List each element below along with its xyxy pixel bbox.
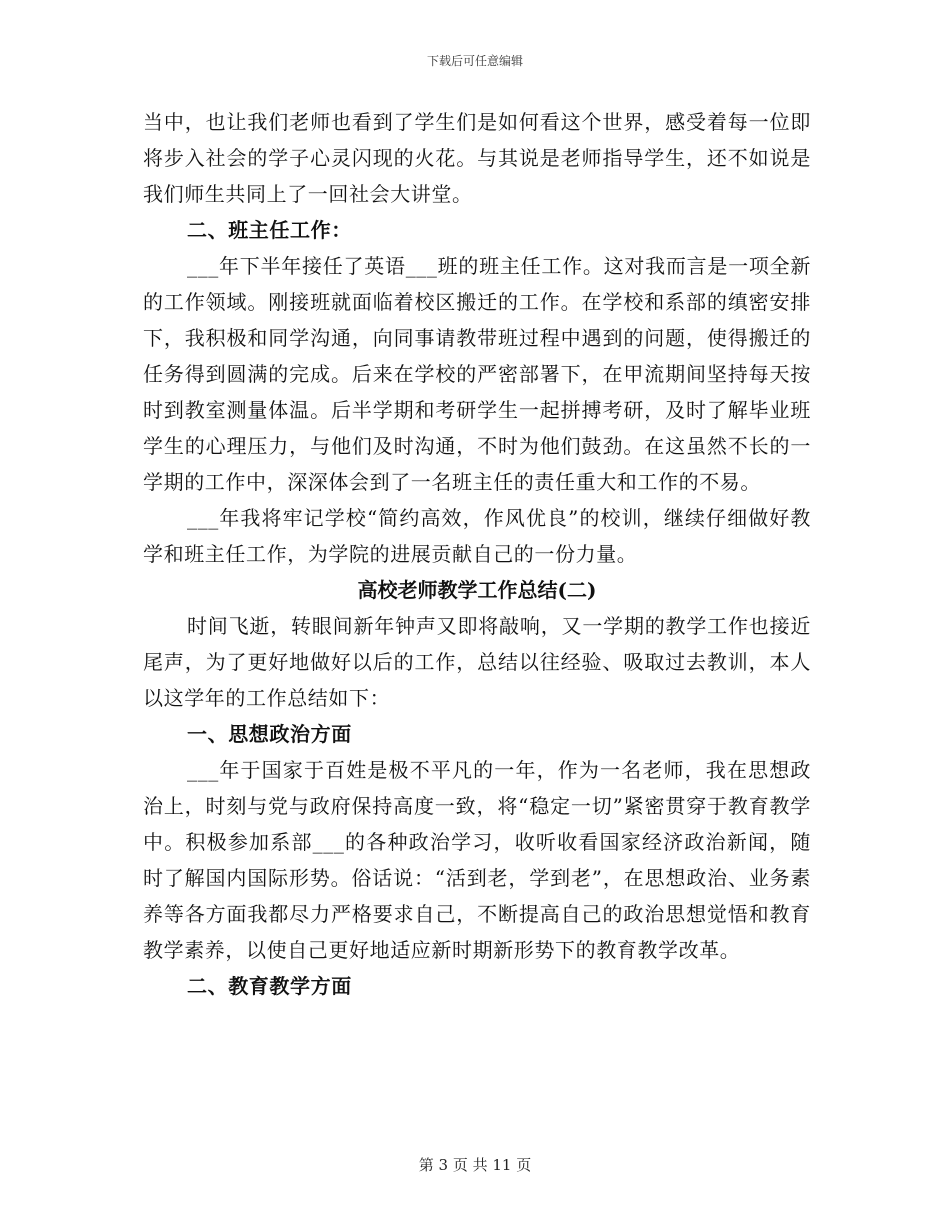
paragraph-ideology: ___年于国家于百姓是极不平凡的一年，作为一名老师，我在思想政治上，时刻与党与政府保持高度一致，将“稳定一切”紧密贯穿于教育教学中。积极参加系部___的各种政治学习，收听收看国家经济政治新闻，随时了解国内国际形势。俗话说：“活到老，学到老”，在思想政治、业务素养等各方面我都尽力严格要求自己，不断提高自己的政治思想觉悟和教育教学素养，以使自己更好地适应新时期新形势下的教育教学改革。 [143, 758, 811, 962]
section-heading-teaching: 二、教育教学方面 [187, 974, 352, 998]
page-header-note: 下载后可任意编辑 [426, 54, 523, 68]
document-title: 高校老师教学工作总结(二) [357, 578, 597, 602]
section-heading-ideology: 一、思想政治方面 [187, 722, 352, 746]
page-number: 第 3 页 共 11 页 [418, 1156, 532, 1174]
paragraph-future-plan: ___年我将牢记学校“简约高效，作风优良”的校训，继续仔细做好教学和班主任工作，为学院的进展贡献自己的一份力量。 [143, 506, 811, 566]
document-body [143, 104, 811, 1004]
paragraph-continuation: 当中，也让我们老师也看到了学生们是如何看这个世界，感受着每一位即将步入社会的学子心灵闪现的火花。与其说是老师指导学生，还不如说是我们师生共同上了一回社会大讲堂。 [143, 110, 811, 206]
section-heading-head-teacher: 二、班主任工作： [187, 218, 352, 242]
paragraph-head-teacher-work: ___年下半年接任了英语___班的班主任工作。这对我而言是一项全新的工作领域。刚接班就面临着校区搬迁的工作。在学校和系部的缜密安排下，我积极和同学沟通，向同事请教带班过程中遇到的问题，使得搬迁的任务得到圆满的完成。后来在学校的严密部署下，在甲流期间坚持每天按时到教室测量体温。后半学期和考研学生一起拼搏考研，及时了解毕业班学生的心理压力，与他们及时沟通，不时为他们鼓劲。在这虽然不长的一学期的工作中，深深体会到了一名班主任的责任重大和工作的不易。 [143, 254, 811, 494]
paragraph-intro: 时间飞逝，转眼间新年钟声又即将敲响，又一学期的教学工作也接近尾声，为了更好地做好以后的工作，总结以往经验、吸取过去教训，本人以这学年的工作总结如下： [143, 614, 811, 710]
